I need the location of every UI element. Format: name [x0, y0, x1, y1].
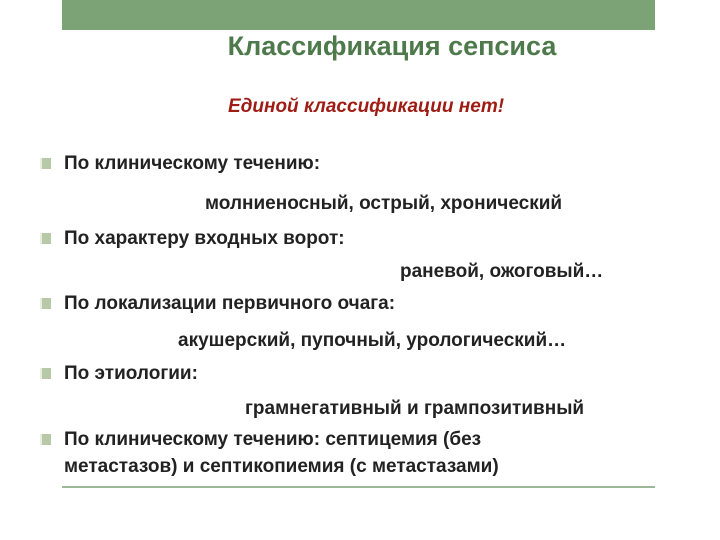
- list-item-label: По этиологии:: [64, 363, 198, 384]
- bullet-marker: [40, 434, 51, 445]
- slide-title: Классификация сепсиса: [227, 31, 557, 61]
- bullet-marker: [40, 233, 51, 244]
- list-item-label: По характеру входных ворот:: [64, 228, 345, 249]
- bullet-marker: [40, 368, 51, 379]
- list-item-detail: акушерский, пупочный, урологический…: [178, 330, 567, 351]
- list-item-label-continuation: метастазов) и септикопиемия (с метастазами): [64, 456, 499, 477]
- list-item-label: По клиническому течению:: [64, 153, 321, 174]
- header-accent-bar: [62, 0, 655, 30]
- list-item-detail: грамнегативный и грампозитивный: [245, 398, 585, 419]
- list-item-label: По локализации первичного очага:: [64, 293, 396, 314]
- bullet-marker: [40, 158, 51, 169]
- list-item-detail: раневой, ожоговый…: [400, 261, 604, 282]
- list-item-label: По клиническому течению: септицемия (без: [64, 429, 482, 450]
- bullet-marker: [40, 298, 51, 309]
- slide-subtitle: Единой классификации нет!: [227, 96, 505, 117]
- footer-divider-line: [62, 486, 655, 488]
- list-item-detail: молниеносный, острый, хронический: [205, 193, 563, 214]
